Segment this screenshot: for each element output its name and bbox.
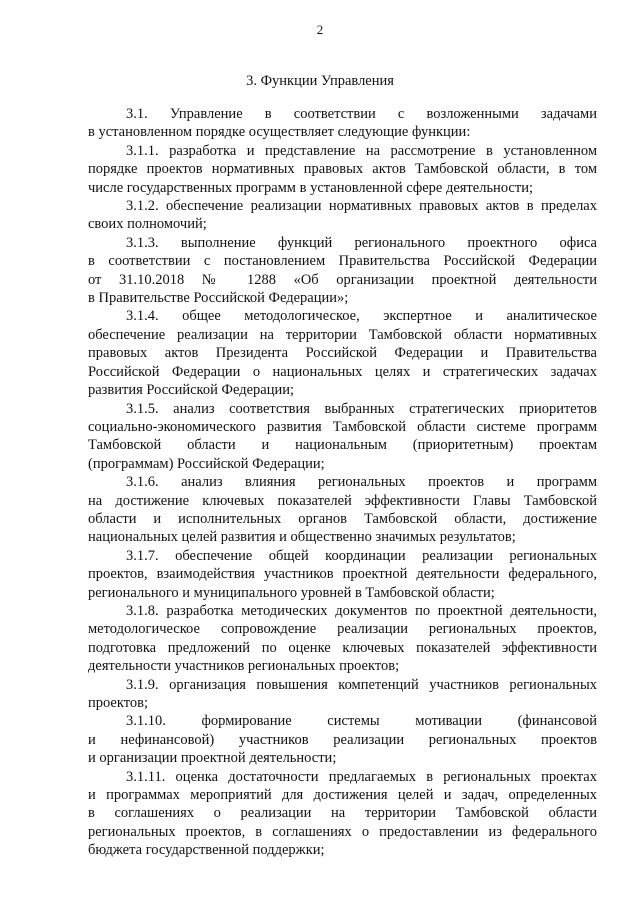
paragraph-line: 3.1.4. общее методологическое, экспертное и аналитическое [126,308,597,325]
paragraph-line: числе государственных программ в установленной сфере деятельности; [88,179,533,196]
function-paragraph [88,547,597,602]
paragraph-line: 3.1.11. оценка достаточности предлагаемых в региональных проектах [126,768,597,785]
paragraph-line: (программам) Российской Федерации; [88,455,325,472]
paragraph-line: 3.1. Управление в соответствии с возложенными задачами [126,106,597,122]
paragraph-line: правовых актов Президента Российской Федерации и Правительства [88,345,597,362]
function-paragraph [88,400,597,474]
paragraph-line: 3.1.6. анализ влияния региональных проектов и программ [126,474,597,491]
section-title: 3. Функции Управления [246,73,394,89]
paragraph-line: 3.1.7. обеспечение общей координации реализации региональных [126,547,597,564]
function-paragraph [88,712,597,767]
paragraph-line: в Правительстве Российской Федерации»; [88,290,349,307]
paragraph-line: от 31.10.2018 № 1288 «Об организации проектной деятельности [88,271,597,288]
paragraph-line: бюджета государственной поддержки; [88,842,325,859]
paragraph-line: социально-экономического развития Тамбовской области системе программ [88,418,597,435]
paragraph-line: Российской Федерации о национальных целях и стратегических задачах [88,363,597,380]
paragraph-line: в соответствии с постановлением Правительства Российской Федерации [88,253,597,270]
function-paragraph [88,602,597,676]
paragraph-line: методологическое сопровождение реализации региональных проектов, [88,621,597,638]
paragraph-line: региональных проектов, в соглашениях о предоставлении из федерального [88,823,597,840]
paragraph-line: национальных целей развития и общественно значимых результатов; [88,529,516,546]
paragraph-line: деятельности участников региональных проектов; [88,658,400,675]
page-number: 2 [316,22,324,37]
paragraph-line: и нефинансовой) участников реализации региональных проектов [88,731,597,748]
function-paragraph [88,142,597,197]
function-paragraph [88,307,597,399]
paragraph-line: и программах мероприятий для достижения целей и задач, определенных [88,787,597,804]
paragraph-line: области и исполнительных органов Тамбовской области, достижение [88,510,597,527]
paragraph-line: и организации проектной деятельности; [88,750,337,767]
paragraph-line: в установленном порядке осуществляет следующие функции: [88,124,471,141]
function-paragraph [88,234,597,308]
function-paragraph [88,676,597,713]
paragraph-line: Тамбовской области и национальным (приоритетным) проектам [88,437,597,454]
paragraph-line: подготовка предложений по оценке ключевых показателей эффективности [88,639,597,656]
paragraph-line: 3.1.8. разработка методических документов по проектной деятельности, [126,602,597,619]
paragraph-line: порядке проектов нормативных правовых актов Тамбовской области, в том [88,161,597,178]
paragraph-line: 3.1.10. формирование системы мотивации (финансовой [126,713,597,730]
paragraph-line: 3.1.2. обеспечение реализации нормативных правовых актов в пределах [126,198,597,215]
paragraph-line: проектов, взаимодействия участников проектной деятельности федерального, [88,566,597,583]
paragraph-line: 3.1.3. выполнение функций регионального проектного офиса [126,234,597,251]
paragraph-line: 3.1.9. организация повышения компетенций участников региональных [126,676,597,693]
paragraph-line: регионального и муниципального уровней в Тамбовской области; [88,584,495,601]
paragraph-line: на достижение ключевых показателей эффективности Главы Тамбовской [88,492,597,509]
paragraph-line: 3.1.5. анализ соответствия выбранных стратегических приоритетов [126,400,597,417]
paragraph-line: проектов; [88,695,148,711]
function-paragraph [88,105,597,142]
function-paragraph [88,197,597,234]
paragraph-line: обеспечение реализации на территории Тамбовской области нормативных [88,326,597,343]
function-paragraph [88,768,597,860]
document-body [88,105,597,860]
paragraph-line: своих полномочий; [88,216,207,233]
paragraph-line: в соглашениях о реализации на территории Тамбовской области [88,805,597,822]
paragraph-line: развития Российской Федерации; [88,382,295,399]
function-paragraph [88,473,597,547]
paragraph-line: 3.1.1. разработка и представление на рассмотрение в установленном [126,142,597,159]
